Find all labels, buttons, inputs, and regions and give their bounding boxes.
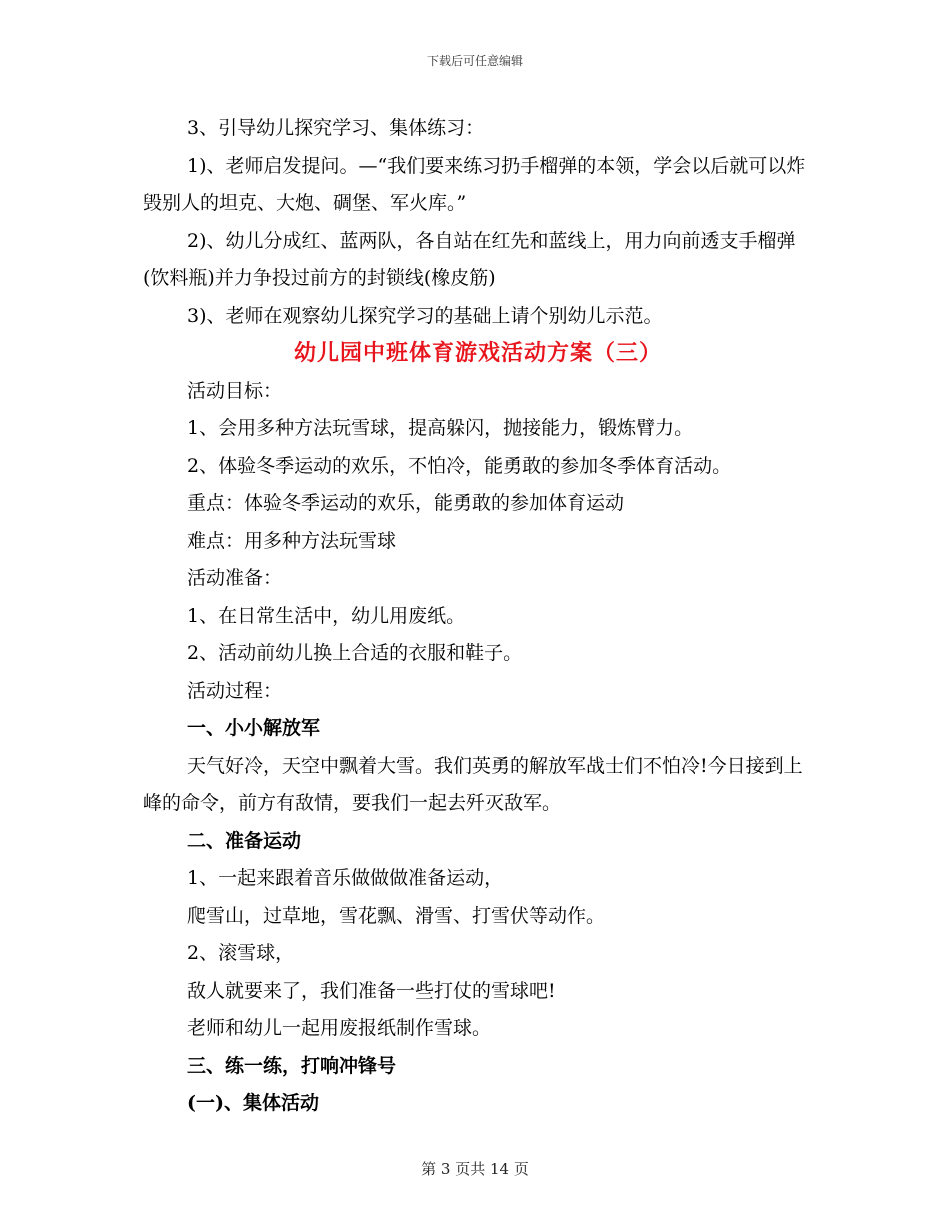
- paragraph: 难点：用多种方法玩雪球: [187, 529, 397, 552]
- paragraph: 1、会用多种方法玩雪球，提高躲闪，抛接能力，锻炼臂力。: [187, 417, 694, 439]
- subheading: 一、小小解放军: [187, 717, 321, 739]
- paragraph: 1、在日常生活中，幼儿用废纸。: [187, 604, 466, 627]
- paragraph: 3)、老师在观察幼儿探究学习的基础上请个别幼儿示范。: [187, 304, 663, 327]
- paragraph: 重点：体验冬季运动的欢乐，能勇敢的参加体育运动: [187, 492, 625, 514]
- paragraph: 2、体验冬季运动的欢乐，不怕冷，能勇敢的参加冬季体育活动。: [187, 454, 732, 477]
- paragraph: 活动过程：: [187, 679, 283, 702]
- paragraph: 1、一起来跟着音乐做做做准备运动，: [187, 867, 504, 889]
- paragraph: 活动准备：: [187, 567, 283, 589]
- paragraph: 1)、老师启发提问。—“我们要来练习扔手榴弹的本领，学会以后就可以炸毁别人的坦克、大炮、碉堡、军火库。”: [143, 154, 806, 214]
- subheading: (一)、集体活动: [187, 1092, 319, 1114]
- page-header: 下载后可任意编辑: [426, 54, 523, 68]
- subheading: 二、准备运动: [187, 829, 302, 852]
- paragraph: 2)、幼儿分成红、蓝两队，各自站在红先和蓝线上，用力向前透支手榴弹(饮料瓶)并力争投过前方的封锁线(橡皮筋): [143, 229, 796, 289]
- section-title: 幼儿园中班体育游戏活动方案（三）: [293, 340, 662, 366]
- paragraph: 2、活动前幼儿换上合适的衣服和鞋子。: [187, 642, 523, 664]
- paragraph: 爬雪山，过草地，雪花飘、滑雪、打雪伏等动作。: [187, 904, 606, 927]
- paragraph: 天气好冷，天空中飘着大雪。我们英勇的解放军战士们不怕冷!今日接到上峰的命令，前方有敌情，要我们一起去歼灭敌军。: [143, 754, 803, 814]
- paragraph: 活动目标：: [187, 379, 283, 402]
- page-footer: 第 3 页共 14 页: [421, 1160, 529, 1178]
- paragraph: 老师和幼儿一起用废报纸制作雪球。: [187, 1017, 492, 1039]
- paragraph: 2、滚雪球，: [187, 942, 295, 964]
- subheading: 三、练一练，打响冲锋号: [187, 1054, 397, 1077]
- paragraph: 3、引导幼儿探究学习、集体练习：: [187, 117, 485, 139]
- document-body: [143, 110, 813, 1123]
- paragraph: 敌人就要来了，我们准备一些打仗的雪球吧!: [187, 979, 556, 1002]
